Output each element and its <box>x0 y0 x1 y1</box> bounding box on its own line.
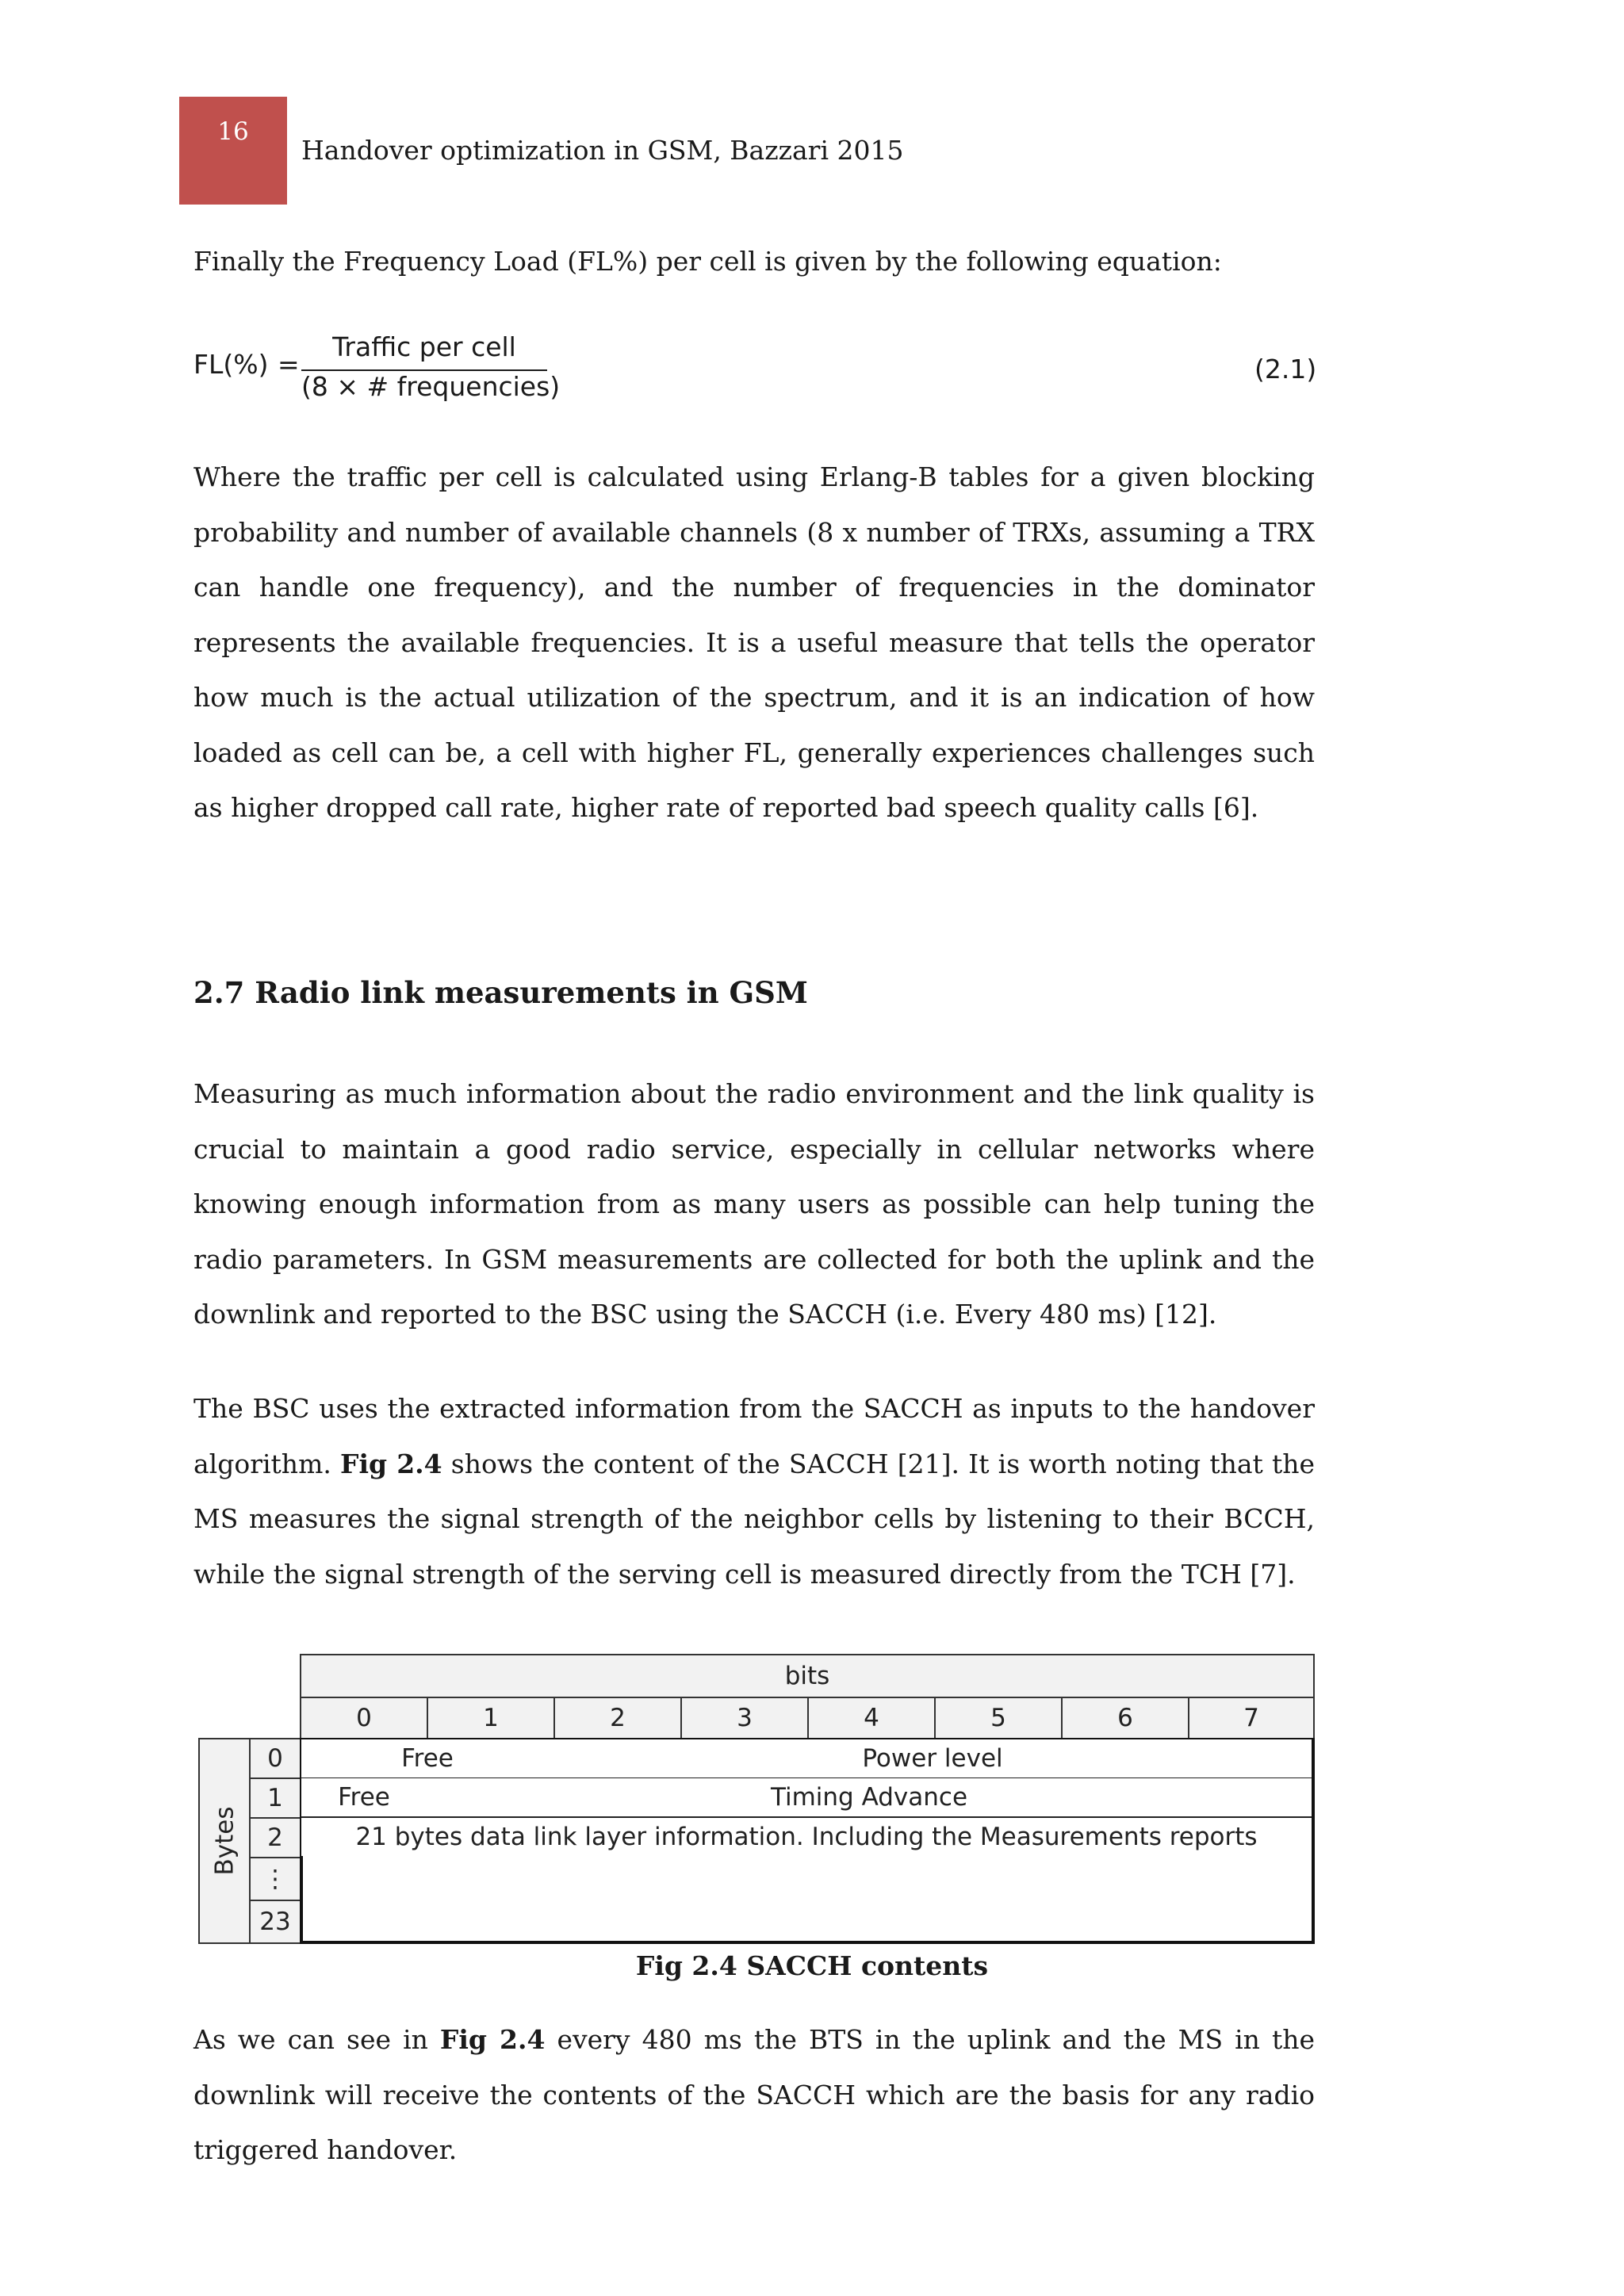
timing-advance-cell: Timing Advance <box>427 1778 1312 1818</box>
running-header: Handover optimization in GSM, Bazzari 2015 <box>301 135 904 166</box>
data-link-info-cell: 21 bytes data link layer information. Including the Measurements reports <box>301 1818 1312 1856</box>
bit-column-header: 3 <box>680 1697 809 1739</box>
paragraph-4-text-b: every 480 ms the BTS in the uplink and the MS in the downlink will receive the contents of the SACCH which are the basis for any radio triggered handover. <box>193 2024 1315 2165</box>
byte-row-header: 23 <box>249 1900 301 1944</box>
section-heading: 2.7 Radio link measurements in GSM <box>193 975 808 1010</box>
paragraph-4-text-a: As we can see in <box>193 2024 440 2055</box>
paragraph-bsc-handover <box>193 1381 1315 1601</box>
bit-column-header: 5 <box>934 1697 1063 1739</box>
bit-column-header: 1 <box>427 1697 555 1739</box>
bit-column-header: 7 <box>1188 1697 1315 1739</box>
row1-free-cell: Free <box>301 1778 428 1818</box>
paragraph-3-text-a: The BSC uses the extracted information from the SACCH as inputs to the handover algorithm. <box>193 1393 1315 1479</box>
equation-equals: = <box>278 349 300 380</box>
bytes-label: Bytes <box>210 1806 239 1876</box>
figure-reference: Fig 2.4 <box>340 1448 442 1479</box>
paragraph-sacch-summary <box>193 2012 1315 2178</box>
byte-row-header: 1 <box>249 1777 301 1819</box>
figure-reference: Fig 2.4 <box>439 2024 546 2055</box>
byte-row-header: 2 <box>249 1817 301 1858</box>
paragraph-frequency-load: Where the traffic per cell is calculated using Erlang-B tables for a given blocking probability and number of available channels (8 x number of TRXs, assuming a TRX can handle one frequency), and the number of frequencies in the dominator represents the available frequencies. It is a useful measure that tells the operator how much is the actual utilization of the spectrum, and it is an indication of how loaded as cell can be, a cell with higher FL, generally experiences challenges such as higher dropped call rate, higher rate of reported bad speech quality calls [6]. <box>193 461 1315 823</box>
equation-lhs: FL(%) <box>193 349 269 380</box>
bits-header: bits <box>300 1654 1315 1698</box>
bit-column-header: 6 <box>1061 1697 1189 1739</box>
equation-numerator: Traffic per cell <box>332 331 516 362</box>
bytes-header <box>198 1738 251 1944</box>
power-level-cell: Power level <box>553 1739 1312 1779</box>
paragraph-radio-measurements: Measuring as much information about the radio environment and the link quality is crucial to maintain a good radio service, especially in cellular networks where knowing enough information from as many users as possible can help tuning the radio parameters. In GSM measurements are collected for both the uplink and the downlink and reported to the BSC using the SACCH (i.e. Every 480 ms) [12]. <box>193 1078 1315 1330</box>
row0-free-cell: Free <box>301 1739 555 1779</box>
bit-column-header: 2 <box>553 1697 682 1739</box>
byte-row-header: ⋮ <box>249 1857 301 1901</box>
bit-column-header: 0 <box>300 1697 428 1739</box>
equation-number: (2.1) <box>1254 354 1317 385</box>
intro-line: Finally the Frequency Load (FL%) per cell is given by the following equation: <box>193 246 1222 277</box>
paragraph-3-text-b: shows the content of the SACCH [21]. It is worth noting that the MS measures the signal strength of the neighbor cells by listening to their BCCH, while the signal strength of the serving cell is measured directly from the TCH [7]. <box>193 1448 1315 1590</box>
bit-column-header: 4 <box>807 1697 936 1739</box>
page-number: 16 <box>217 117 249 146</box>
figure-caption: Fig 2.4 SACCH contents <box>635 1950 989 1981</box>
equation-denominator: (8 × # frequencies) <box>301 371 561 402</box>
page-number-badge <box>179 97 287 205</box>
byte-row-header: 0 <box>249 1738 301 1779</box>
